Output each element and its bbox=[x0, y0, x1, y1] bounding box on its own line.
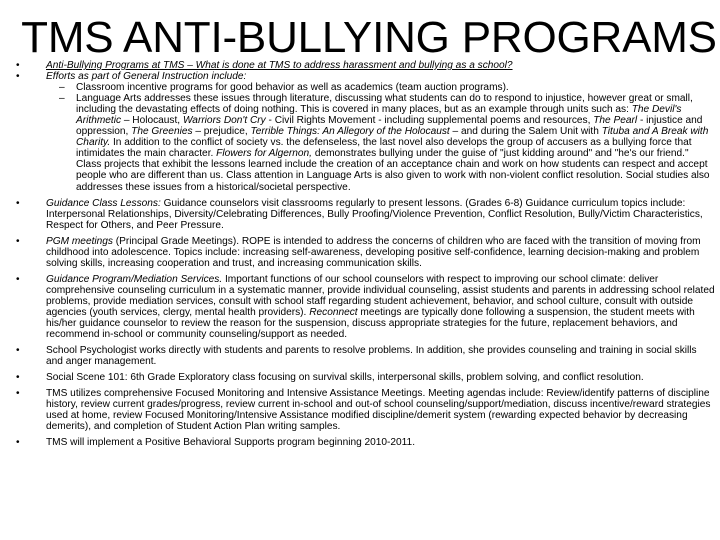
list-item-positive-behavioral-supports bbox=[16, 437, 716, 448]
book-title: The Devil's Arithmetic bbox=[76, 104, 682, 127]
item-text: (Principal Grade Meetings). ROPE is intended to address the concerns of children who are faced with the transition of moving from childhood into adolescence. Topics include: increasing self-awareness, developing positive self-confidence, learning decision-making and problem solving skills, increasing cooperation and trust, and increasing communication skills. bbox=[46, 235, 701, 269]
bullet-icon: • bbox=[16, 388, 20, 400]
list-item-guidance-class-lessons bbox=[16, 198, 716, 231]
item-lead: Guidance Class Lessons: bbox=[46, 197, 161, 209]
sub-item-language-arts bbox=[16, 93, 716, 192]
sub-item-text: - Civil Rights Movement - including supplemental poems and resources, bbox=[265, 115, 594, 127]
list-item-anti-bullying-programs bbox=[16, 60, 716, 71]
sub-item-classroom-incentives bbox=[16, 82, 716, 93]
sub-item-text: In addition to the conflict of society vs. the defenseless, the last novel also develops the group of accusers as a bullying force that intimidates the main character. bbox=[76, 137, 692, 160]
list-item-school-psychologist bbox=[16, 345, 716, 367]
bullet-icon: • bbox=[16, 437, 20, 449]
item-text: School Psychologist works directly with students and parents to resolve problems. In addition, she provides counseling and training in social skills and anger management. bbox=[46, 345, 697, 368]
page-title: TMS ANTI-BULLYING PROGRAMS bbox=[21, 13, 717, 62]
book-title: Tituba and A Break with Charity. bbox=[76, 126, 709, 149]
book-title: Terrible Things: An Allegory of the Holocaust bbox=[250, 126, 450, 138]
sub-item-text: – prejudice, bbox=[192, 126, 251, 138]
bullet-icon: • bbox=[16, 372, 20, 384]
sub-item-text: Language Arts addresses these issues through literature, discussing what students can do to respond to injustice, however great or small, including the devastating effects of doing nothing. This is covered in many places, but as an example through units such as: bbox=[76, 93, 693, 116]
section-heading: Anti-Bullying Programs at TMS – What is done at TMS to address harassment and bullying as a school? bbox=[46, 60, 513, 71]
sub-item-text: - injustice and oppression, bbox=[76, 115, 703, 138]
sub-item-text: – and during the Salem Unit with bbox=[449, 126, 602, 138]
book-title: The Greenies bbox=[131, 126, 193, 138]
bullet-icon: • bbox=[16, 197, 20, 209]
dash-icon: – bbox=[59, 82, 65, 94]
dash-icon: – bbox=[59, 93, 65, 105]
list-item-guidance-program bbox=[16, 274, 716, 340]
book-title: The Pearl bbox=[593, 115, 638, 127]
bullet-list bbox=[16, 60, 716, 449]
item-lead: Reconnect bbox=[309, 306, 358, 318]
bullet-icon: • bbox=[16, 273, 20, 285]
book-title: Flowers for Algernon, bbox=[216, 148, 312, 160]
item-text: Social Scene 101: 6th Grade Exploratory class focusing on survival skills, interpersonal skills, problem solving, and conflict resolution. bbox=[46, 372, 644, 384]
bullet-icon: • bbox=[16, 345, 20, 357]
book-title: Warriors Don't Cry bbox=[182, 115, 266, 127]
list-item-focused-monitoring bbox=[16, 388, 716, 432]
list-item-pgm-meetings bbox=[16, 236, 716, 269]
list-item-general-instruction bbox=[16, 71, 716, 82]
section-intro: Efforts as part of General Instruction include: bbox=[46, 71, 247, 83]
item-text: Important functions of our school counselors with respect to improving our school climate: deliver comprehensive counseling curriculum in a systematic manner, provide individual counseling, assist students and parents in addressing school related problems, provide mediation services, consult with school staff regarding student achievement, behavior, and school culture, consult with outside agencies (youth services, clergy, mental health providers). bbox=[46, 273, 715, 318]
item-lead: PGM meetings bbox=[46, 235, 113, 247]
sub-item-text: demonstrates bullying under the guise of "just kidding around" and "he's our friend." Class projects that exhibit the lessons learned include the creation of an acceptance chain and work on how students can respect and accept people who are different than us. Class attention in Language Arts is also given to work with non-violent conflict resolution. Social studies also addresses these issues from a historical/societal perspective. bbox=[76, 148, 710, 193]
item-text: TMS utilizes comprehensive Focused Monitoring and Intensive Assistance Meetings. Meeting agendas include: Review/identify patterns of discipline history, review current grades/progress, review current in-school and out-of school counseling/support/mediation, discuss incentive/reward strategies used at home, review Focused Monitoring/Intensive Assistance modified discipline/demerit system (rewarding expected behavior by decreasing demerits), and completion of Student Action Plan writing samples. bbox=[46, 388, 711, 433]
sub-item-text: Classroom incentive programs for good behavior as well as academics (team auction programs). bbox=[76, 82, 509, 94]
list-item-social-scene bbox=[16, 372, 716, 383]
item-text: TMS will implement a Positive Behavioral Supports program beginning 2010-2011. bbox=[46, 437, 416, 449]
bullet-icon: • bbox=[16, 235, 20, 247]
item-text: Guidance counselors visit classrooms regularly to present lessons. (Grades 6-8) Guidance curriculum topics include: Interpersonal Relationships, Diversity/Celebrating Differences, Bully Proofing/Violence Prevention, Conflict Resolution, Bully/Victim Characteristics, Respect for Others, and Peer Pressure. bbox=[46, 197, 703, 231]
bullet-icon: • bbox=[16, 71, 20, 83]
sub-item-text: – Holocaust, bbox=[121, 115, 183, 127]
bullet-icon: • bbox=[16, 60, 20, 71]
item-lead: Guidance Program/Mediation Services. bbox=[46, 273, 223, 285]
item-text: meetings are typically done following a suspension, the student meets with his/her guidance counselor to review the reason for the suspension, discuss appropriate strategies for the future, replacement behaviors, and recommend in-school or community counseling/support as needed. bbox=[46, 306, 695, 341]
